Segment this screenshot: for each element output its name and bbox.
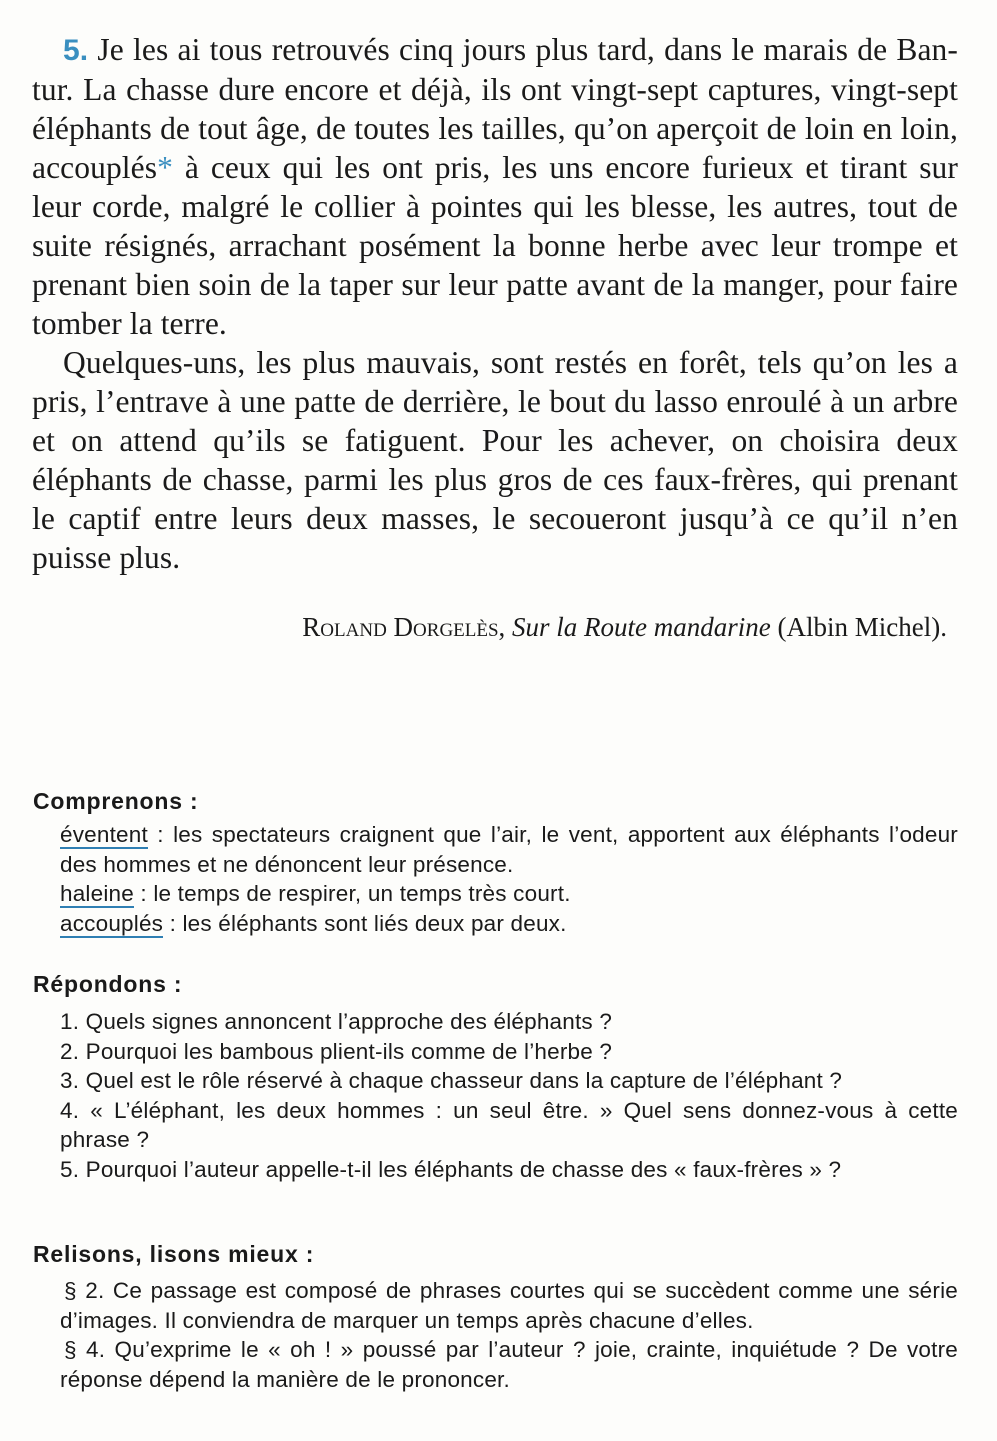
question-number: 1. <box>60 1009 80 1034</box>
relisons-items <box>60 1276 958 1394</box>
question-number: 4. <box>60 1097 80 1123</box>
question-text: Quels signes annoncent l’approche des éléphants ? <box>85 1009 613 1034</box>
repondons-heading: Répondons : <box>33 971 183 997</box>
definition-item <box>60 879 958 909</box>
question-number: 5. <box>60 1156 80 1182</box>
definition-term: accouplés <box>60 910 164 936</box>
comprenons-definitions <box>60 820 958 938</box>
author-name: Roland Dorgelès <box>302 612 499 642</box>
reading-note: § 2. Ce passage est composé de phrases courtes qui se succèdent comme une série d’images. Il conviendra de marquer un temps après chacune d’elles. <box>60 1278 958 1333</box>
definition-term: haleine <box>60 881 134 906</box>
comprenons-heading: Comprenons : <box>33 788 199 814</box>
passage-paragraph-2 <box>32 343 958 577</box>
question-text: « L’éléphant, les deux hommes : un seul être. » Quel sens donnez-vous à cette phrase ? <box>60 1097 959 1152</box>
paragraph-1-text: Je les ai tous retrouvés cinq jours plus tard, dans le marais de Ban-tur. La chasse dure encore et déjà, ils ont vingt-sept captures, vingt-sept éléphants de tout âge, de toutes les tailles, qu’on aperçoit de loin en loin, accouplés <box>32 32 958 185</box>
relisons-heading: Relisons, lisons mieux : <box>33 1241 315 1267</box>
passage-paragraph-1 <box>32 30 958 343</box>
definition-item <box>60 820 958 879</box>
book-title: Sur la Route mandarine <box>512 612 771 642</box>
question-text: Quel est le rôle réservé à chaque chasseur dans la capture de l’éléphant ? <box>85 1068 843 1093</box>
definition-text: : les éléphants sont liés deux par deux. <box>163 910 567 936</box>
repondons-questions <box>60 1007 958 1184</box>
question-item <box>60 1155 958 1185</box>
paragraph-2-text: Quelques-uns, les plus mauvais, sont restés en forêt, tels qu’on les a pris, l’entrave à une patte de derrière, le bout du lasso enroulé à un arbre et on attend qu’ils se fatiguent. Pour les achever, on choisira deux éléphants de chasse, parmi les plus gros de ces faux-frères, qui prenant le captif entre leurs deux masses, le secoueront jusqu’à ce qu’il n’en puisse plus. <box>32 345 958 575</box>
question-number: 3. <box>60 1068 80 1093</box>
question-item <box>60 1066 958 1096</box>
asterisk-icon: * <box>157 150 173 185</box>
passage-number: 5. <box>63 34 89 67</box>
definition-term: éventent <box>60 822 148 847</box>
attribution: Roland Dorgelès, Sur la Route mandarine (Albin Michel). <box>302 612 947 642</box>
question-text: Pourquoi les bambous plient-ils comme de l’herbe ? <box>85 1038 613 1064</box>
definition-item <box>60 909 958 939</box>
question-text: Pourquoi l’auteur appelle-t-il les éléphants de chasse des « faux-frères » ? <box>85 1156 842 1182</box>
publisher: (Albin Michel). <box>777 612 947 642</box>
definition-text: : les spectateurs craignent que l’air, le vent, apportent aux éléphants l’odeur des hommes et ne dénoncent leur présence. <box>60 822 958 877</box>
passage <box>32 30 958 577</box>
question-item <box>60 1096 958 1155</box>
question-item <box>60 1037 958 1067</box>
question-number: 2. <box>60 1038 80 1064</box>
definition-text: : le temps de respirer, un temps très court. <box>133 881 571 906</box>
question-item <box>60 1007 958 1037</box>
reading-note: § 4. Qu’exprime le « oh ! » poussé par l’auteur ? joie, crainte, inquiétude ? De votre réponse dépend la manière de le prononcer. <box>60 1337 958 1392</box>
paragraph-1-rest: à ceux qui les ont pris, les uns encore furieux et tirant sur leur corde, malgré le collier à pointes qui les blesse, les autres, tout de suite résignés, arrachant posément la bonne herbe avec leur trompe et prenant bien soin de la taper sur leur patte avant de la manger, pour faire tomber la terre. <box>32 150 958 341</box>
